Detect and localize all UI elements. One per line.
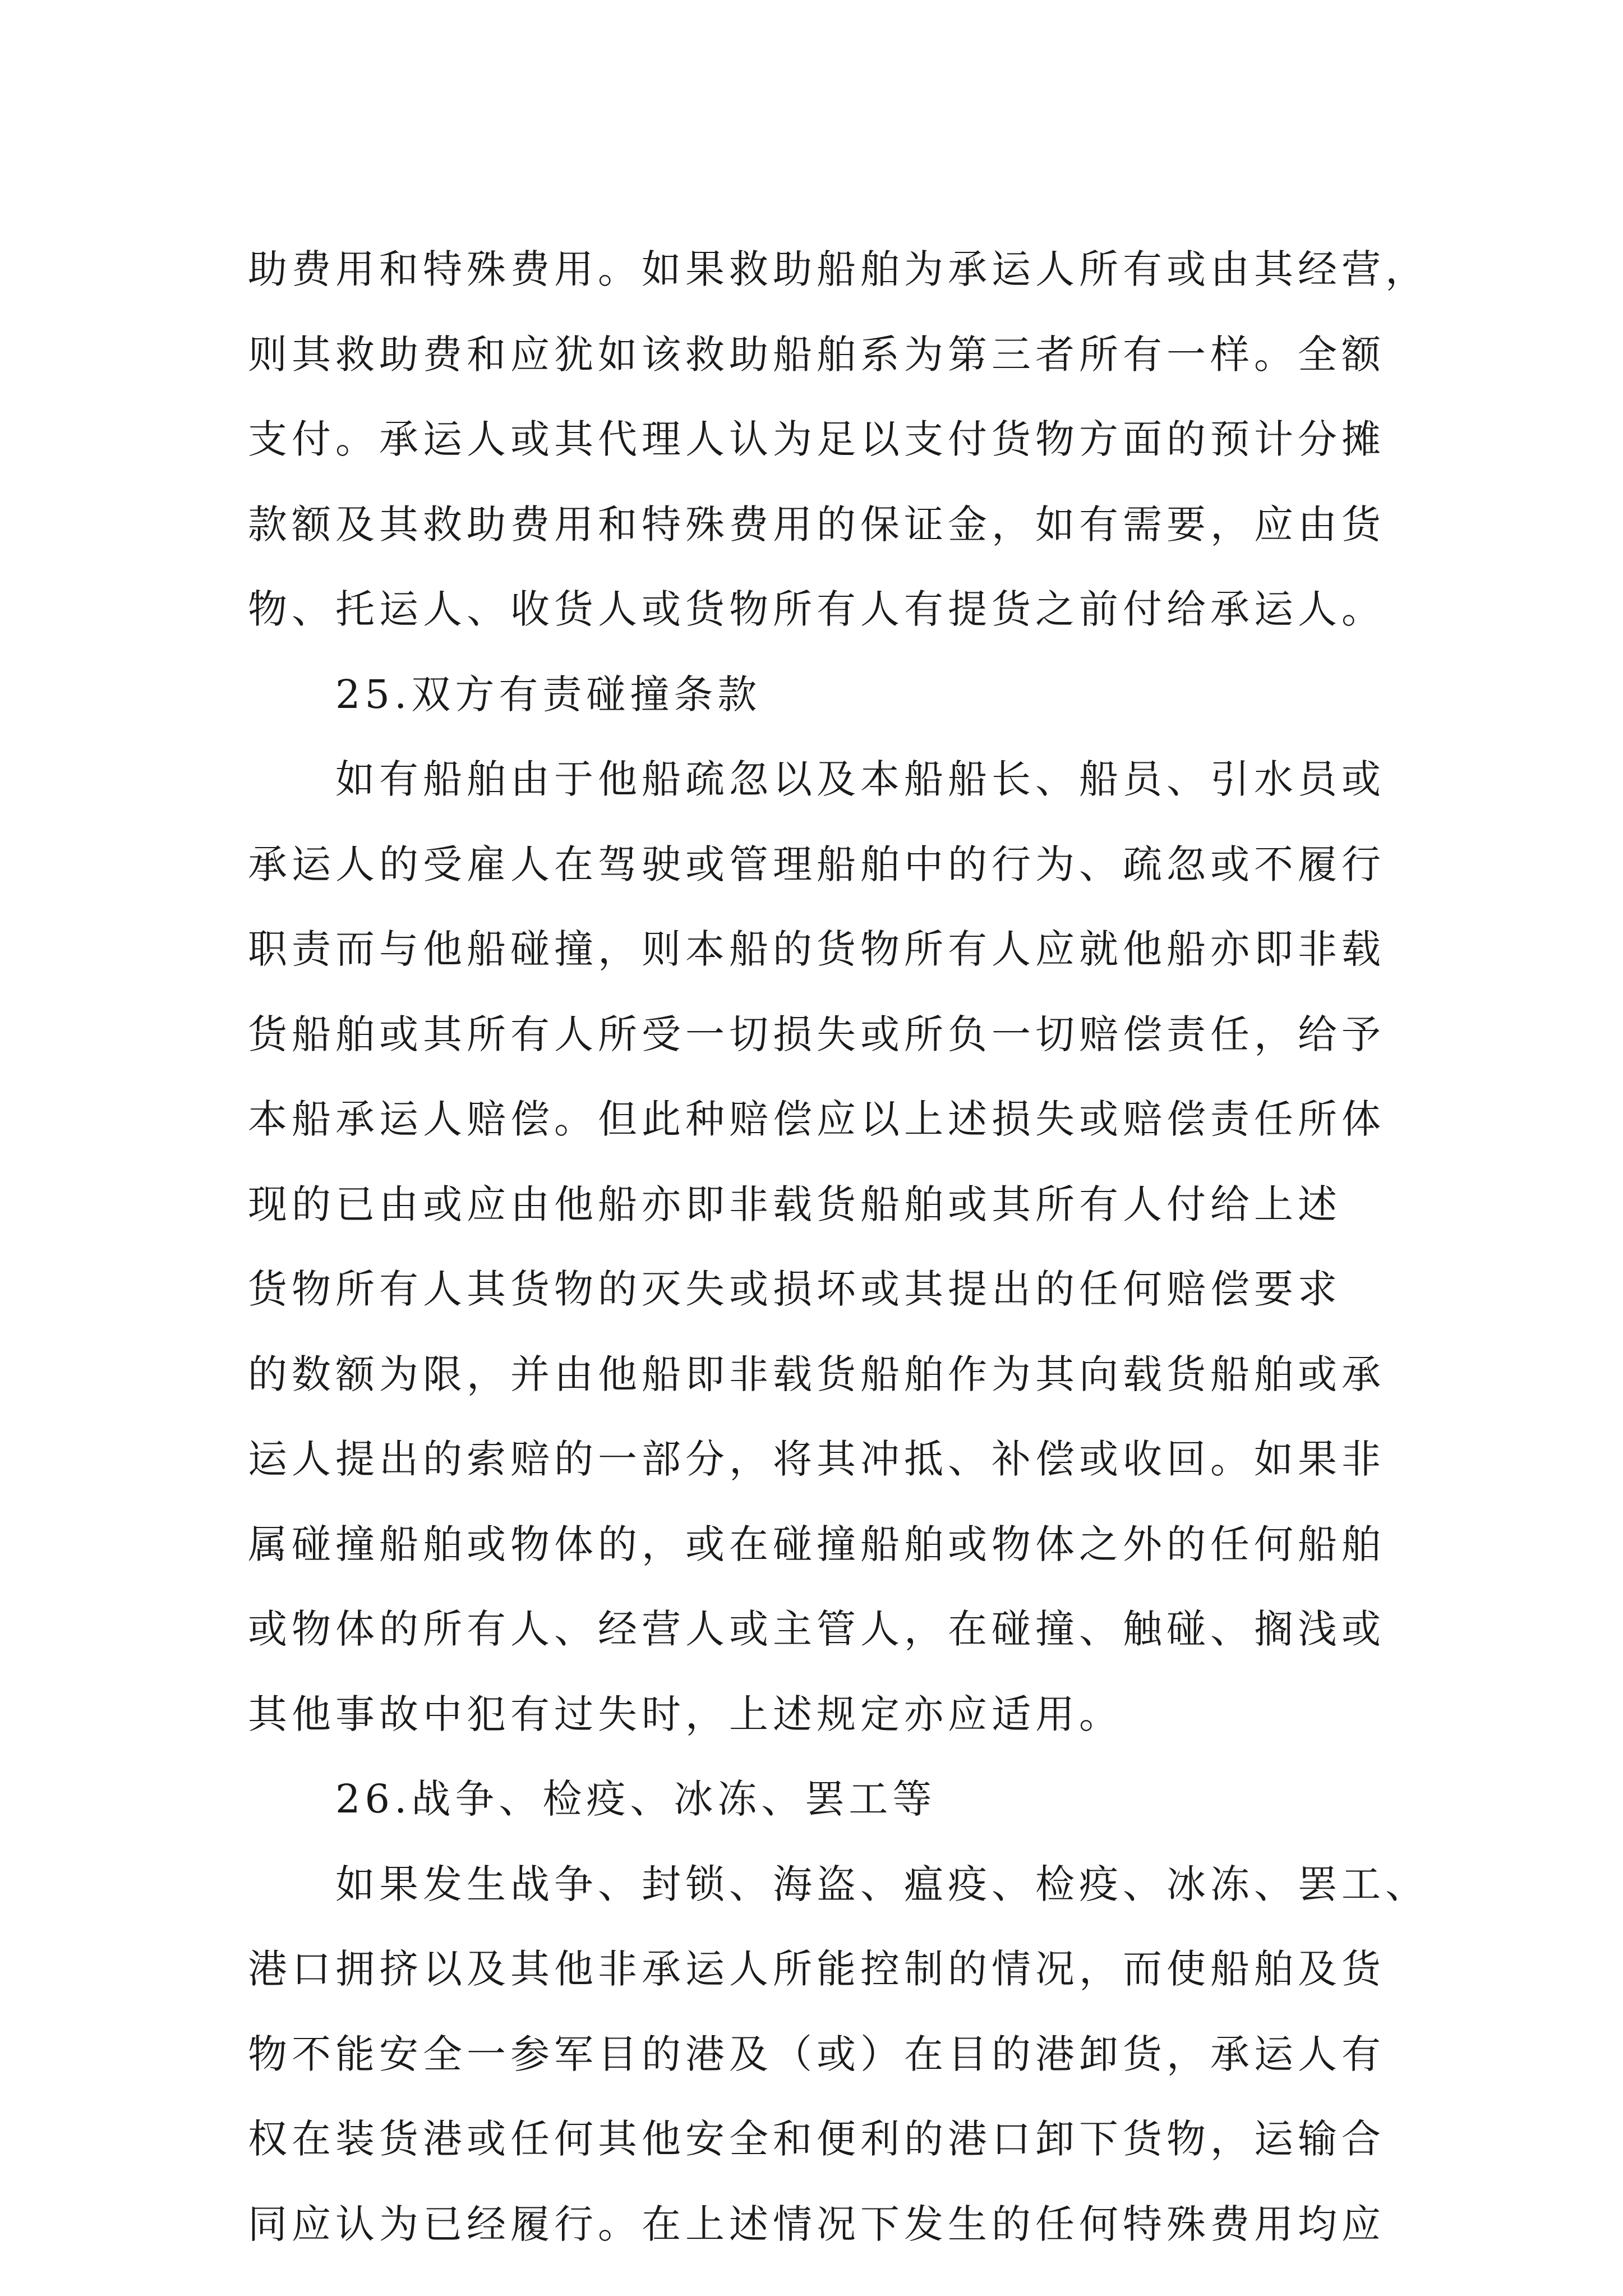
paragraph-line: 如有船舶由于他船疏忽以及本船船长、船员、引水员或	[335, 756, 1385, 802]
paragraph-line: 款额及其救助费用和特殊费用的保证金，如有需要，应由货	[248, 501, 1385, 547]
section-25	[248, 652, 1482, 1757]
paragraph-line: 支付。承运人或其代理人认为足以支付货物方面的预计分摊	[248, 416, 1385, 462]
paragraph-line: 权在装货港或任何其他安全和便利的港口卸下货物，运输合	[248, 2116, 1385, 2162]
paragraph-line: 货船舶或其所有人所受一切损失或所负一切赔偿责任，给予	[248, 1011, 1385, 1057]
paragraph-line: 承运人的受雇人在驾驶或管理船舶中的行为、疏忽或不履行	[248, 841, 1385, 887]
section-heading: 25.双方有责碰撞条款	[335, 671, 762, 717]
section-heading: 26.战争、检疫、冰冻、罢工等	[335, 1776, 937, 1822]
paragraph-line: 助费用和特殊费用。如果救助船舶为承运人所有或由其经营，	[248, 246, 1429, 292]
document-body	[248, 227, 1482, 2267]
paragraph-line: 其他事故中犯有过失时，上述规定亦应适用。	[248, 1691, 1123, 1737]
section-26	[248, 1757, 1482, 2267]
paragraph-line: 货物所有人其货物的灭失或损坏或其提出的任何赔偿要求	[248, 1266, 1341, 1312]
paragraph-line: 同应认为已经履行。在上述情况下发生的任何特殊费用均应	[248, 2201, 1385, 2247]
paragraph-line: 本船承运人赔偿。但此种赔偿应以上述损失或赔偿责任所体	[248, 1096, 1385, 1142]
paragraph-line: 物、托运人、收货人或货物所有人有提货之前付给承运人。	[248, 586, 1385, 632]
paragraph-line: 职责而与他船碰撞，则本船的货物所有人应就他船亦即非载	[248, 926, 1385, 972]
paragraph-line: 则其救助费和应犹如该救助船舶系为第三者所有一样。全额	[248, 331, 1385, 378]
paragraph-line: 物不能安全一参军目的港及（或）在目的港卸货，承运人有	[248, 2031, 1385, 2077]
paragraph-line: 运人提出的索赔的一部分，将其冲抵、补偿或收回。如果非	[248, 1436, 1385, 1482]
paragraph-line: 港口拥挤以及其他非承运人所能控制的情况，而使船舶及货	[248, 1946, 1385, 1992]
paragraph-line: 属碰撞船舶或物体的，或在碰撞船舶或物体之外的任何船舶	[248, 1521, 1385, 1567]
paragraph-line: 的数额为限，并由他船即非载货船舶作为其向载货船舶或承	[248, 1351, 1385, 1397]
paragraph-line: 现的已由或应由他船亦即非载货船舶或其所有人付给上述	[248, 1181, 1341, 1227]
paragraph-line: 或物体的所有人、经营人或主管人，在碰撞、触碰、搁浅或	[248, 1606, 1385, 1652]
paragraph-line: 如果发生战争、封锁、海盗、瘟疫、检疫、冰冻、罢工、	[335, 1861, 1429, 1907]
continuation-paragraph	[248, 227, 1482, 652]
